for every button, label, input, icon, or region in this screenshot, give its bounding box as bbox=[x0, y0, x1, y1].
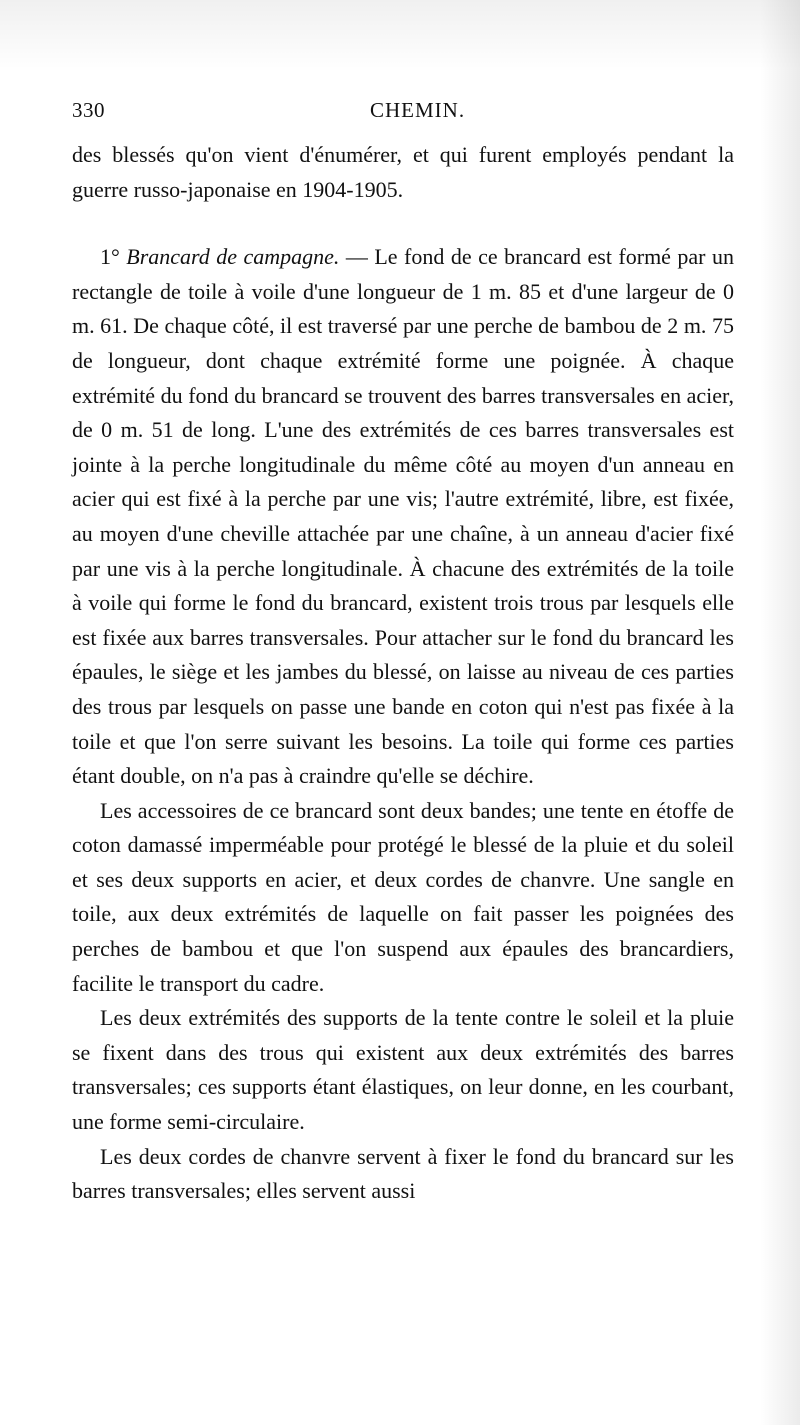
running-head bbox=[72, 98, 732, 130]
running-title: CHEMIN. bbox=[370, 98, 466, 122]
section-number: 1° bbox=[100, 244, 127, 270]
paragraph-cordes: Les deux cordes de chanvre servent à fixer le fond du brancard sur les barres transversales; elles servent aussi bbox=[72, 1143, 734, 1204]
page-number: 330 bbox=[72, 98, 105, 122]
paragraph-continuation: des blessés qu'on vient d'énumérer, et qui furent employés pendant la guerre russo-japonaise en 1904-1905. bbox=[72, 142, 734, 202]
section-title: Brancard de campagne. bbox=[126, 244, 340, 270]
paragraph-brancard-de-campagne bbox=[72, 240, 734, 794]
paragraph-supports: Les deux extrémités des supports de la tente contre le soleil et la pluie se fixent dans des trous qui existent aux deux extrémités des barres transversales; ces supports étant élastiques, on leur donne, en les courbant, une forme semi-circulaire. bbox=[72, 1005, 734, 1135]
paragraph-accessoires: Les accessoires de ce brancard sont deux bandes; une tente en étoffe de coton damassé imperméable pour protégé le blessé de la pluie et du soleil et ses deux supports en acier, et deux cordes de chanvre. Une sangle en toile, aux deux extrémités de laquelle on fait passer les poignées des perches de bambou et que l'on suspend aux épaules des brancardiers, facilite le transport du cadre. bbox=[72, 797, 734, 996]
scan-shadow-top bbox=[0, 0, 800, 70]
body-text bbox=[72, 138, 734, 1209]
paragraph-body: — Le fond de ce brancard est formé par un rectangle de toile à voile d'une longueur de 1 m. 85 et d'une largeur de 0 m. 61. De chaque côté, il est traversé par une perche de bambou de 2 m. 75 de longueur, dont chaque extrémité forme une poignée. À chaque extrémité du fond du brancard se trouvent des barres transversales en acier, de 0 m. 51 de long. L'une des extrémités de ces barres transversales est jointe à la perche longitudinale du même côté au moyen d'un anneau en acier qui est fixé à la perche par une vis; l'autre extrémité, libre, est fixée, au moyen d'une cheville attachée par une chaîne, à un anneau d'acier fixé par une vis à la perche longitudinale. À chacune des extrémités de la toile à voile qui forme le fond du brancard, existent trois trous par lesquels elle est fixée aux barres transversales. Pour attacher sur le fond du brancard les épaules, le siège et les jambes du blessé, on laisse au niveau de ces parties des trous par lesquels on passe une bande en coton qui n'est pas fixée à la toile et que l'on serre suivant les besoins. La toile qui forme ces parties étant double, on n'a pas à craindre qu'elle se déchire. bbox=[72, 244, 734, 789]
scan-shadow-right bbox=[760, 0, 800, 1425]
